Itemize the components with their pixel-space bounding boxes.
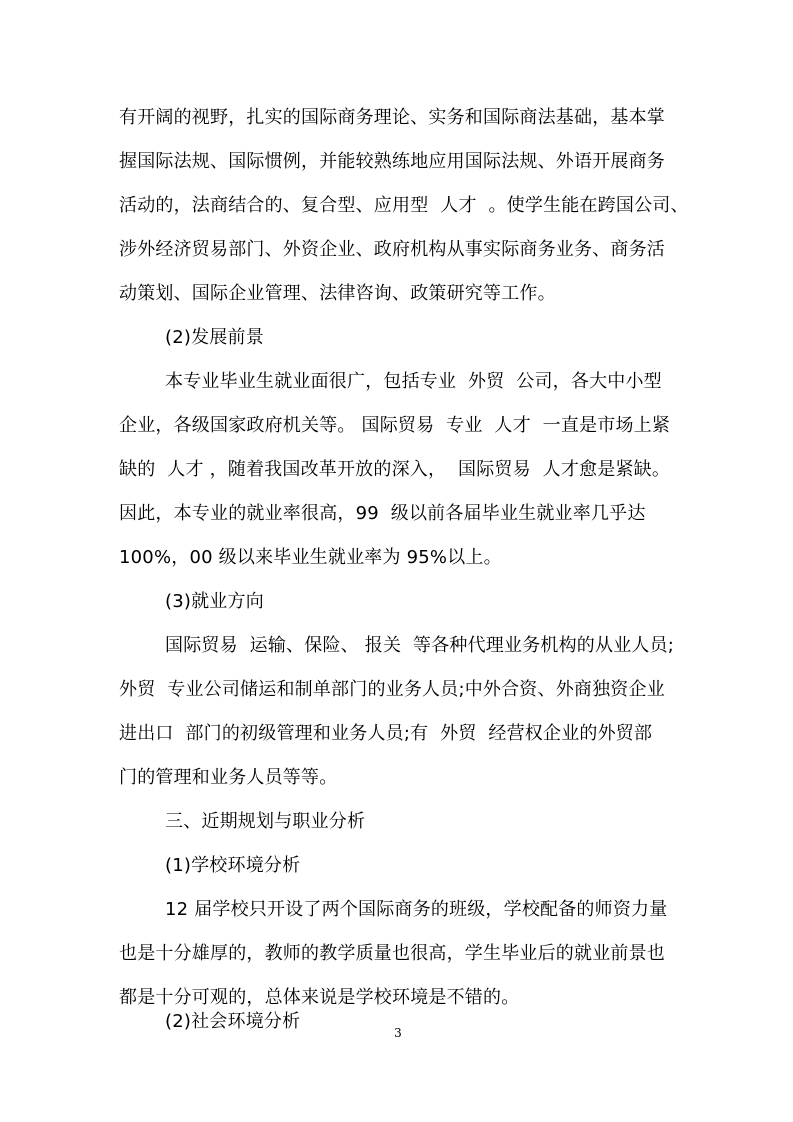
- text-line-16: 门的管理和业务人员等等。: [119, 767, 338, 788]
- section-heading-development-prospects: (2)发展前景: [165, 327, 264, 348]
- text-line-19: 12 届学校只开设了两个国际商务的班级，学校配备的师资力量: [165, 899, 668, 920]
- page-number: 3: [394, 1026, 402, 1040]
- text-line-15: 进出口 部门的初级管理和业务人员;有 外贸 经营权企业的外贸部: [119, 723, 653, 744]
- text-line-8: 企业，各级国家政府机关等。 国际贸易 专业 人才 一直是市场上紧: [119, 415, 671, 436]
- text-line-11: 100%，00 级以来毕业生就业率为 95%以上。: [119, 547, 502, 568]
- text-line-13: 国际贸易 运输、保险、 报关 等各种代理业务机构的从业人员;: [165, 635, 675, 656]
- text-line-5: 动策划、国际企业管理、法律咨询、政策研究等工作。: [119, 283, 556, 304]
- section-heading-employment-direction: (3)就业方向: [165, 591, 264, 612]
- text-line-9: 缺的 人才 ，随着我国改革开放的深入， 国际贸易 人才愈是紧缺。: [119, 459, 671, 480]
- text-line-21: 都是十分可观的，总体来说是学校环境是不错的。: [119, 987, 520, 1008]
- text-line-10: 因此，本专业的就业率很高，99 级以前各届毕业生就业率几乎达: [119, 503, 646, 524]
- text-line-4: 涉外经济贸易部门、外资企业、政府机构从事实际商务业务、商务活: [119, 239, 665, 260]
- text-line-1: 有开阔的视野，扎实的国际商务理论、实务和国际商法基础，基本掌: [119, 107, 665, 128]
- section-heading-school-environment: (1)学校环境分析: [165, 855, 301, 876]
- text-line-2: 握国际法规、国际惯例，并能较熟练地应用国际法规、外语开展商务: [119, 151, 665, 172]
- text-line-14: 外贸 专业公司储运和制单部门的业务人员;中外合资、外商独资企业: [119, 679, 665, 700]
- text-line-20: 也是十分雄厚的，教师的教学质量也很高，学生毕业后的就业前景也: [119, 943, 665, 964]
- section-heading-near-term-plan: 三、近期规划与职业分析: [165, 811, 366, 832]
- text-line-3: 活动的，法商结合的、复合型、应用型 人才 。使学生能在跨国公司、: [119, 195, 689, 216]
- text-line-7: 本专业毕业生就业面很广，包括专业 外贸 公司，各大中小型: [165, 371, 662, 392]
- section-heading-social-environment: (2)社会环境分析: [165, 1011, 301, 1032]
